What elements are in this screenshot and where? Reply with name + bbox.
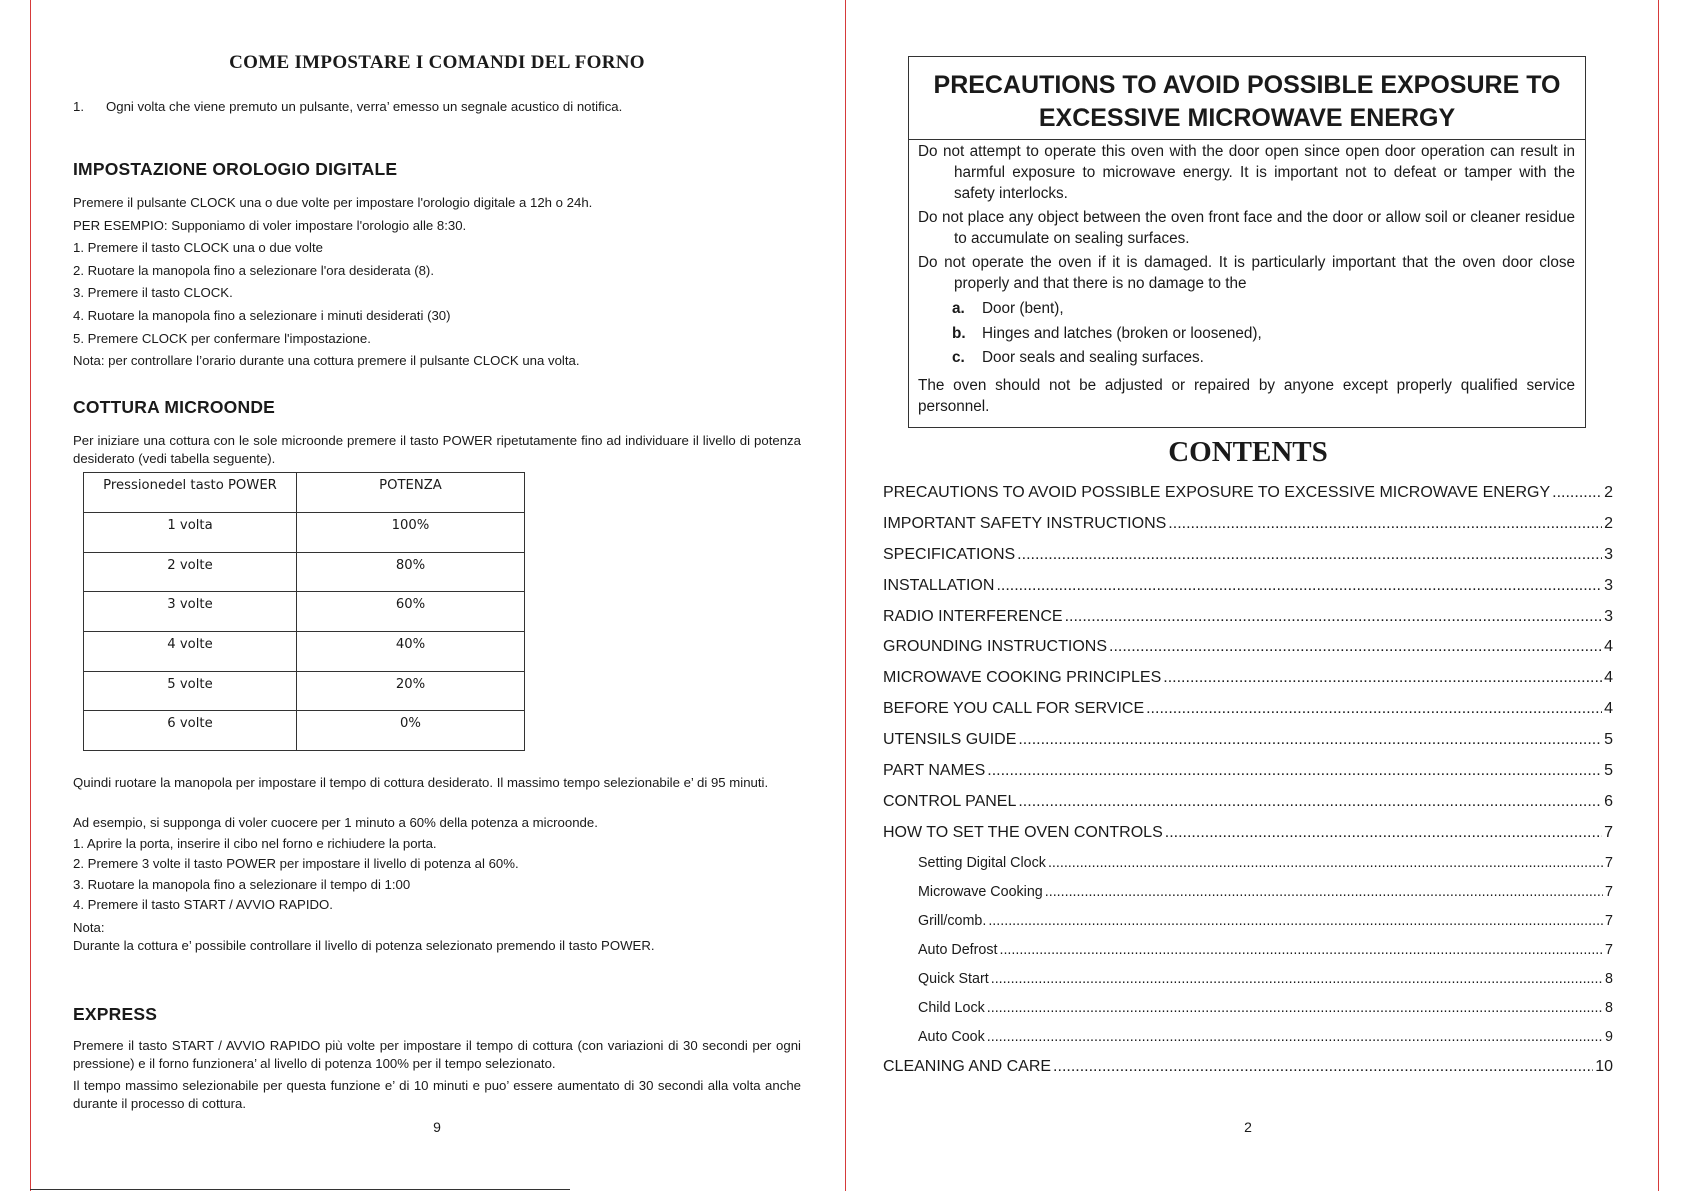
toc-leader-dots [1165,818,1602,849]
toc-entry [883,936,1613,965]
toc-entry [883,907,1613,936]
damage-item [952,322,1575,347]
toc-entry [883,1023,1613,1052]
toc-leader-dots [1018,725,1602,756]
item-text: Door (bent), [982,300,1064,317]
toc-leader-dots [1018,787,1602,818]
table-row [84,671,525,711]
clock-line: PER ESEMPIO: Supponiamo di voler impostare l'orologio alle 8:30. [73,217,467,233]
warning-paragraph: Do not place any object between the oven front face and the door or allow soil or cleaner residue to accumulate on sealing surfaces. [918,209,1575,247]
toc-entry-page: 7 [1605,883,1613,900]
column-header: Pressionedel tasto POWER [84,473,297,513]
example-line: 1. Aprire la porta, inserire il cibo nel forno e richiudere la porta. [73,835,437,851]
toc-leader-dots [988,907,1603,936]
toc-entry-title: Auto Cook [918,1028,985,1045]
microwave-intro: Per iniziare una cottura con le sole microonde premere il tasto POWER ripetutamente fino ad individuare il livello di potenza desiderato (vedi tabella seguente). [73,433,801,466]
express-paragraph-1: Premere il tasto START / AVVIO RAPIDO più volte per impostare il tempo di cottura (con variazioni di 30 secondi per ogni pressione) e il forno funzionera’ al livello di potenza 100% per il tempo selezionato. [73,1038,801,1071]
example-line: 2. Premere 3 volte il tasto POWER per impostare il livello di potenza al 60%. [73,856,519,871]
table-cell: 60% [297,592,525,632]
toc-leader-dots [1053,1052,1593,1083]
table-row [84,711,525,751]
item-text: Hinges and latches (broken or loosened), [982,324,1262,342]
toc-entry [883,694,1613,725]
toc-entry [883,965,1613,994]
damage-list [952,297,1575,371]
toc-entry-page: 2 [1604,484,1613,501]
toc-entry-page: 2 [1604,514,1613,532]
toc-entry-page: 7 [1605,854,1613,871]
table-row [84,631,525,671]
toc-entry-page: 8 [1605,999,1613,1016]
power-level-table [83,472,525,751]
table-of-contents [883,478,1613,1083]
toc-entry [883,849,1613,878]
toc-entry-title: PRECAUTIONS TO AVOID POSSIBLE EXPOSURE TO EXCESSIVE MICROWAVE ENERGY [883,484,1551,501]
column-header: POTENZA [297,473,525,513]
table-cell: 6 volte [84,711,297,751]
express-heading: EXPRESS [73,1004,158,1024]
table-cell: 2 volte [84,552,297,592]
toc-entry-title: Grill/comb. [918,912,987,929]
table-cell: 1 volta [84,513,297,553]
toc-entry-title: Child Lock [918,999,985,1016]
warning-paragraph: Do not attempt to operate this oven with the door open since open door operation can result in harmful exposure to microwave energy. It is important not to defeat or tamper with the safety interlocks. [918,143,1575,202]
example-line: Ad esempio, si supponga di voler cuocere per 1 minuto a 60% della potenza a microonde. [73,815,598,830]
warning-box [908,56,1586,428]
clock-line: 1. Premere il tasto CLOCK una o due volte [73,240,323,256]
toc-entry-page: 3 [1604,545,1613,563]
toc-entry-title: Auto Defrost [918,941,998,958]
toc-entry [883,994,1613,1023]
warning-body [918,141,1575,420]
table-cell: 5 volte [84,671,297,711]
clock-line: 4. Ruotare la manopola fino a selezionare i minuti desiderati (30) [73,307,451,323]
table-cell: 100% [297,513,525,553]
toc-entry-title: BEFORE YOU CALL FOR SERVICE [883,700,1145,718]
table-cell: 4 volte [84,631,297,671]
toc-entry [883,478,1613,509]
left-margin-line [30,0,31,1191]
toc-entry-title: GROUNDING INSTRUCTIONS [883,638,1107,656]
item-text: Door seals and sealing surfaces. [982,349,1204,366]
toc-leader-dots [996,571,1602,602]
toc-entry-page: 7 [1604,823,1613,841]
right-page-number: 2 [1244,1119,1252,1135]
clock-line: 3. Premere il tasto CLOCK. [73,285,233,301]
table-row [84,513,525,553]
toc-entry-page: 4 [1604,638,1613,656]
table-cell: 3 volte [84,592,297,632]
toc-entry-title: RADIO INTERFERENCE [883,607,1063,625]
damage-item [952,297,1575,322]
toc-entry-page: 10 [1595,1057,1613,1075]
example-line: 4. Premere il tasto START / AVVIO RAPIDO. [73,897,333,912]
warning-paragraph: The oven should not be adjusted or repaired by anyone except properly qualified service personnel. [918,376,1575,415]
toc-entry [883,1052,1613,1083]
toc-entry-page: 3 [1604,607,1613,625]
toc-entry-title: Quick Start [918,970,989,987]
toc-leader-dots [987,1023,1603,1052]
toc-entry [883,725,1613,756]
toc-entry-page: 4 [1604,700,1613,718]
toc-entry-page: 7 [1605,912,1613,929]
toc-leader-dots [1109,632,1602,663]
clock-instructions [73,192,592,373]
note-text: Durante la cottura e’ possibile controllare il livello di potenza selezionato premendo il tasto POWER. [73,938,655,953]
toc-leader-dots [991,965,1603,994]
right-page [883,0,1613,1191]
toc-entry [883,818,1613,849]
microwave-heading: COTTURA MICROONDE [73,397,276,417]
toc-leader-dots [987,994,1603,1023]
table-row [84,592,525,632]
example-line: 3. Ruotare la manopola fino a selezionare il tempo di 1:00 [73,876,411,892]
item-letter: b. [952,324,966,342]
toc-leader-dots [1552,478,1602,509]
toc-entry [883,756,1613,787]
toc-entry-page: 5 [1604,762,1613,780]
toc-entry-title: CLEANING AND CARE [883,1057,1052,1075]
table-cell: 20% [297,671,525,711]
toc-entry-page: 6 [1604,792,1613,810]
toc-leader-dots [1163,663,1602,694]
toc-entry-page: 3 [1604,576,1613,594]
left-page [73,0,801,1191]
toc-leader-dots [999,936,1603,965]
toc-leader-dots [1146,694,1602,725]
toc-leader-dots [1045,878,1603,907]
clock-line: 2. Ruotare la manopola fino a selezionare l'ora desiderata (8). [73,262,434,278]
table-cell: 0% [297,711,525,751]
table-header-row [84,473,525,513]
toc-entry-title: Microwave Cooking [918,883,1043,900]
toc-leader-dots [1048,849,1603,878]
microwave-example [73,813,598,916]
damage-item [952,346,1575,371]
toc-entry-title: Setting Digital Clock [918,854,1046,871]
warning-title-line-1: PRECAUTIONS TO AVOID POSSIBLE EXPOSURE TO [933,71,1561,99]
contents-title: CONTENTS [1168,436,1328,468]
clock-line: 5. Premere CLOCK per confermare l'impostazione. [73,330,371,346]
toc-entry [883,878,1613,907]
toc-entry-page: 8 [1605,970,1613,987]
toc-entry-title: IMPORTANT SAFETY INSTRUCTIONS [883,514,1167,532]
toc-entry-title: INSTALLATION [883,576,995,594]
express-paragraph-2: Il tempo massimo selezionabile per questa funzione e’ di 10 minuti e puo’ essere aumentato di 30 secondi alla volta anche durante il processo di cottura. [73,1078,801,1111]
item-letter: a. [952,300,965,317]
toc-entry-page: 7 [1605,941,1613,958]
toc-entry [883,540,1613,571]
table-cell: 80% [297,552,525,592]
right-margin-line [1658,0,1659,1191]
clock-line: Premere il pulsante CLOCK una o due volte per impostare l'orologio digitale a 12h o 24h. [73,195,593,210]
toc-entry-title: SPECIFICATIONS [883,545,1016,563]
clock-line: Nota: per controllare l’orario durante una cottura premere il pulsante CLOCK una volta. [73,353,580,369]
toc-entry-page: 5 [1604,731,1613,749]
center-fold-line [845,0,846,1191]
intro-item: 1. Ogni volta che viene premuto un pulsante, verra’ emesso un segnale acustico di notifica. [73,99,623,114]
toc-entry-title: HOW TO SET THE OVEN CONTROLS [883,823,1163,841]
toc-leader-dots [1168,509,1602,540]
toc-leader-dots [987,756,1602,787]
toc-entry-title: MICROWAVE COOKING PRINCIPLES [883,669,1162,687]
warning-paragraph: Do not operate the oven if it is damaged. It is particularly important that the oven door close properly and that there is no damage to the [918,254,1575,292]
warning-title [909,57,1585,140]
left-page-number: 9 [433,1119,441,1135]
toc-entry [883,663,1613,694]
toc-entry [883,632,1613,663]
toc-entry-title: CONTROL PANEL [883,792,1017,810]
item-letter: c. [952,349,965,366]
toc-entry [883,602,1613,633]
table-row [84,552,525,592]
left-page-title: COME IMPOSTARE I COMANDI DEL FORNO [229,52,645,73]
toc-entry [883,571,1613,602]
toc-entry-title: PART NAMES [883,762,986,780]
toc-entry-title: UTENSILS GUIDE [883,731,1017,749]
toc-leader-dots [1017,540,1602,571]
note-label: Nota: [73,920,105,935]
toc-entry-page: 9 [1605,1028,1613,1045]
after-table-text: Quindi ruotare la manopola per impostare il tempo di cottura desiderato. Il massimo tempo selezionabile e’ di 95 minuti. [73,775,769,790]
toc-leader-dots [1065,602,1603,633]
warning-title-line-2: EXCESSIVE MICROWAVE ENERGY [1038,104,1456,132]
toc-entry [883,787,1613,818]
toc-entry-page: 4 [1604,669,1613,687]
table-cell: 40% [297,631,525,671]
clock-heading: IMPOSTAZIONE OROLOGIO DIGITALE [73,159,398,179]
toc-entry [883,509,1613,540]
